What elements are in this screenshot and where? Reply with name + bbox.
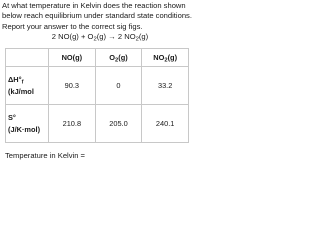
reaction-equation bbox=[0, 32, 200, 42]
table-row-enthalpy bbox=[6, 67, 189, 105]
enthalpy-no-value: 90.3 bbox=[49, 67, 96, 105]
plus-sign: + bbox=[80, 32, 86, 41]
product-coefficient: 2 bbox=[117, 32, 123, 41]
table-corner-cell bbox=[6, 49, 49, 67]
reactant-o2: O bbox=[87, 32, 94, 41]
enthalpy-no2-value: 33.2 bbox=[142, 67, 189, 105]
enthalpy-o2-value: 0 bbox=[95, 67, 142, 105]
reactant-o2-subscript: 2 bbox=[93, 36, 97, 43]
reactant-no-state: (g) bbox=[69, 32, 79, 41]
question-line-1: At what temperature in Kelvin does the reaction shown bbox=[2, 1, 186, 10]
reactant-o2-state: (g) bbox=[96, 32, 107, 41]
row-label-enthalpy: $\Delta H^\circ_f$ (kJ/mol bbox=[6, 67, 49, 105]
entropy-o2-value: 205.0 bbox=[95, 105, 142, 143]
product-no2-subscript: 2 bbox=[135, 36, 139, 43]
table-header-row bbox=[6, 49, 189, 67]
row-label-entropy: S° (J/K·mol) bbox=[6, 105, 49, 143]
answer-prompt: Temperature in Kelvin = bbox=[5, 151, 85, 160]
column-header-no: NO(g) bbox=[49, 49, 96, 67]
column-header-o2: $O_2(g)$ bbox=[95, 49, 142, 67]
product-no2: NO bbox=[124, 32, 136, 41]
question-text bbox=[2, 1, 198, 32]
reactant-no: NO bbox=[58, 32, 70, 41]
table-row-entropy bbox=[6, 105, 189, 143]
question-line-2: below reach equilibrium under standard state conditions. bbox=[2, 11, 192, 21]
question-line-3: Report your answer to the correct sig figs. bbox=[2, 21, 143, 31]
thermo-data-table bbox=[5, 48, 189, 143]
reaction-arrow: → bbox=[108, 32, 116, 41]
reactant-coefficient: 2 bbox=[51, 32, 57, 41]
entropy-no-value: 210.8 bbox=[49, 105, 96, 143]
column-header-no2: $NO_2(g)$ bbox=[142, 49, 189, 67]
product-no2-state: (g) bbox=[138, 32, 149, 41]
entropy-no2-value: 240.1 bbox=[142, 105, 189, 143]
